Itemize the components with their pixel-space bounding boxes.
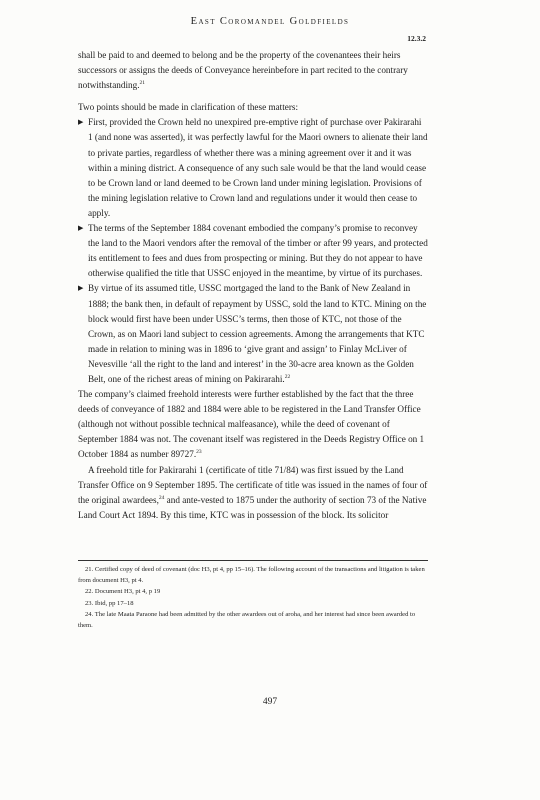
paragraph-text: and ante-vested to 1875 under the authority of section 73 of the Native Land Court Act 1894. By this time, KTC was in possession of the block. Its solicitor: [78, 494, 427, 520]
body-paragraph: [78, 463, 428, 523]
paragraph-text: The company’s claimed freehold interests were further established by the fact that the three deeds of conveyance of 1882 and 1884 were able to be registered in the Land Transfer Office (although not without possible technical malfeasance), while the deed of covenant of September 1884 was not. The covenant itself was registered in the Deeds Registry Office on 1 October 1884 as number 89727.: [78, 389, 425, 460]
bullet-item: [78, 115, 428, 221]
footnote: 22. Document H3, pt 4, p 19: [85, 588, 161, 596]
footnote-ref: 21: [139, 80, 146, 87]
bullet-item: [78, 281, 428, 387]
bullet-item: [78, 221, 428, 281]
footnote: 21. Certified copy of deed of covenant (doc H3, pt 4, pp 15–16). The following account of the transactions and litigation is taken from document H3, pt 4.: [78, 566, 425, 584]
body-text: [78, 48, 428, 523]
footnote-divider: [78, 560, 428, 561]
footnotes: [78, 565, 428, 632]
quote-text: shall be paid to and deemed to belong and be the property of the covenantees their heirs successors or assigns the deeds of Conveyance hereinbefore in part recited to the contrary notwithstanding.: [78, 50, 408, 91]
paragraph-text: A freehold title for Pakirarahi 1 (certificate of title 71/84) was first issued by the Land Transfer Office on 9 September 1895. The certificate of title was issued in the names of four of the original awardees,: [78, 464, 428, 505]
running-head: East Coromandel Goldfields: [190, 16, 350, 27]
footnote-ref: 24: [158, 494, 165, 501]
intro-paragraph: Two points should be made in clarification of these matters:: [78, 102, 299, 113]
triangle-bullet-icon: ▶: [78, 118, 84, 127]
triangle-bullet-icon: ▶: [78, 284, 84, 293]
bullet-text: By virtue of its assumed title, USSC mortgaged the land to the Bank of New Zealand in 1888; the bank then, in default of repayment by USSC, sold the land to KTC. Mining on the block would first have been under USSC’s terms, then those of KTC, not those of the Crown, as on Maori land subject to cession agreements. Among the arrangements that KTC made in relation to mining was in 1896 to ‘give grant and assign’ to Finlay McLiver of Nevesville ‘all the right to the land and interest’ in the 30-acre area known as the Golden Belt, one of the richest areas of mining on Pakirarahi.: [88, 283, 427, 384]
bullet-list: [78, 115, 428, 387]
footnote-ref: 22: [284, 373, 291, 380]
footnote: 23. Ibid, pp 17–18: [85, 599, 134, 607]
section-number: 12.3.2: [407, 34, 426, 43]
quote-continuation: [78, 48, 428, 93]
bullet-text: First, provided the Crown held no unexpired pre-emptive right of purchase over Pakirarahi 1 (and none was asserted), it was perfectly lawful for the Maori owners to alienate their land to private parties, regardless of whether there was a mining agreement over it and it was within a mining district. A consequence of any such sale would be that the land would cease to be Crown land or land deemed to be Crown land under mining legislation. Provisions of the mining legislation relative to Crown land and regulations under it would then cease to apply.: [88, 117, 428, 218]
bullet-text: The terms of the September 1884 covenant embodied the company’s promise to reconvey the land to the Maori vendors after the removal of the timber or after 99 years, and protected its entitlement to fees and dues from prospecting or mining. But they do not appear to have otherwise qualified the title that USSC enjoyed in the meantime, by virtue of its purchases.: [88, 223, 428, 279]
triangle-bullet-icon: ▶: [78, 224, 84, 233]
footnote: 24. The late Maata Paraone had been admitted by the other awardees out of aroha, and her interest had since been awarded to them.: [78, 611, 416, 629]
page-number: 497: [262, 697, 278, 707]
body-paragraph: [78, 387, 428, 462]
footnote-ref: 23: [196, 449, 202, 456]
